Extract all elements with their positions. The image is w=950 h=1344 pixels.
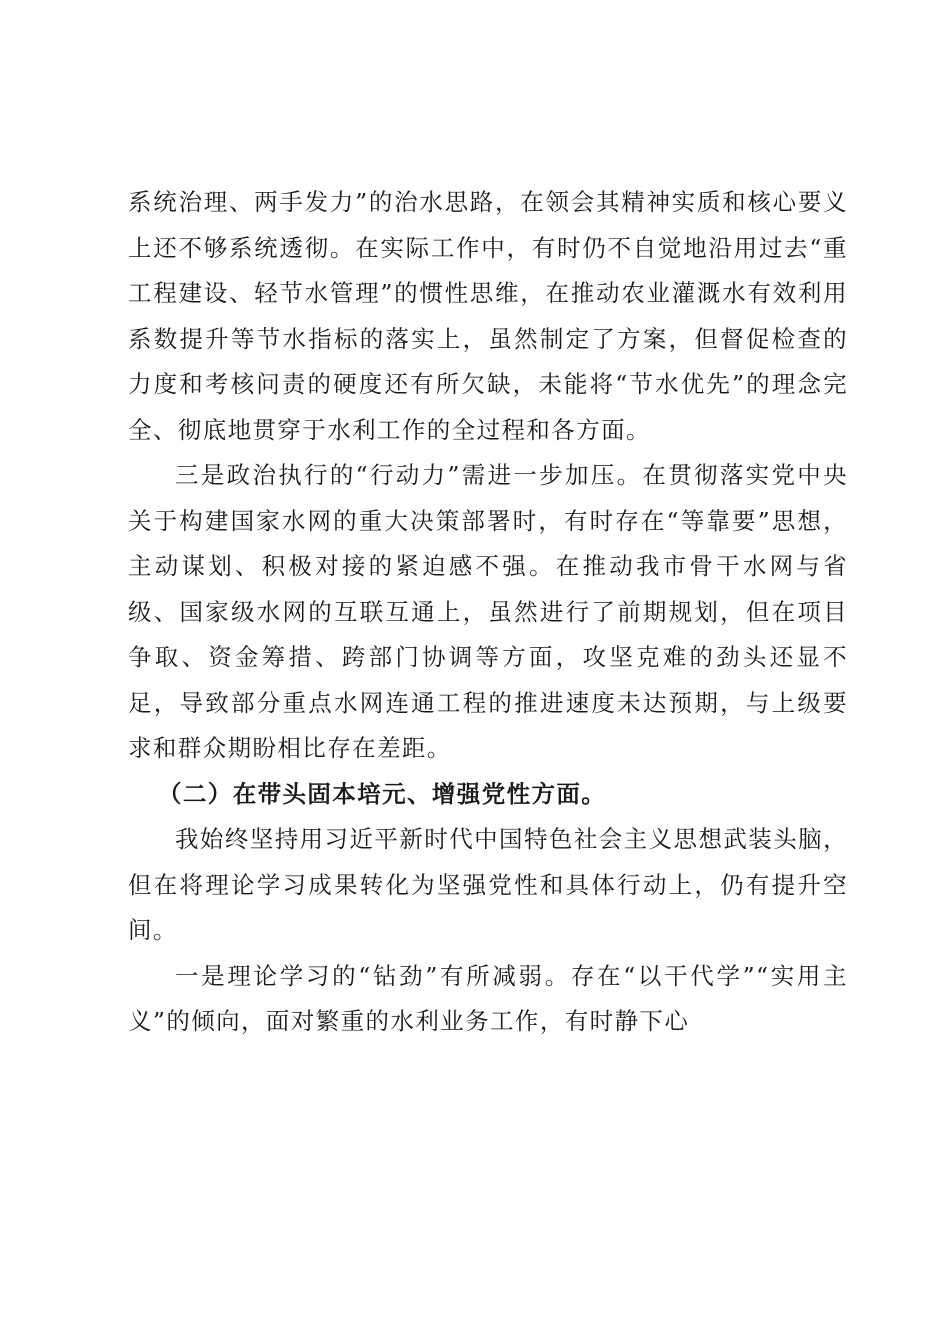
paragraph-political-execution: 三是政治执行的“行动力”需进一步加压。在贯彻落实党中央关于构建国家水网的重大决策部署时，有时存在“等靠要”思想，主动谋划、积极对接的紧迫感不强。在推动我市骨干水网与省级、国家级水网的互联互通上，虽然进行了前期规划，但在项目争取、资金筹措、跨部门协调等方面，攻坚克难的劲头还显不足，导致部分重点水网连通工程的推进速度未达预期，与上级要求和群众期盼相比存在差距。 — [128, 461, 848, 762]
section-heading: （二）在带头固本培元、增强党性方面。 — [158, 779, 607, 808]
paragraph-section-intro: 我始终坚持用习近平新时代中国特色社会主义思想武装头脑，但在将理论学习成果转化为坚强党性和具体行动上，仍有提升空间。 — [128, 825, 848, 944]
paragraph-continuation: 系统治理、两手发力”的治水思路，在领会其精神实质和核心要义上还不够系统透彻。在实际工作中，有时仍不自觉地沿用过去“重工程建设、轻节水管理”的惯性思维，在推动农业灌溉水有效利用系数提升等节水指标的落实上，虽然制定了方案，但督促检查的力度和考核问责的硬度还有所欠缺，未能将“节水优先”的理念完全、彻底地贯穿于水利工作的全过程和各方面。 — [128, 188, 848, 444]
paragraph-theory-study: 一是理论学习的“钻劲”有所减弱。存在“以干代学”“实用主义”的倾向，面对繁重的水利业务工作，有时静下心 — [128, 961, 848, 1035]
document-body — [128, 180, 848, 1045]
